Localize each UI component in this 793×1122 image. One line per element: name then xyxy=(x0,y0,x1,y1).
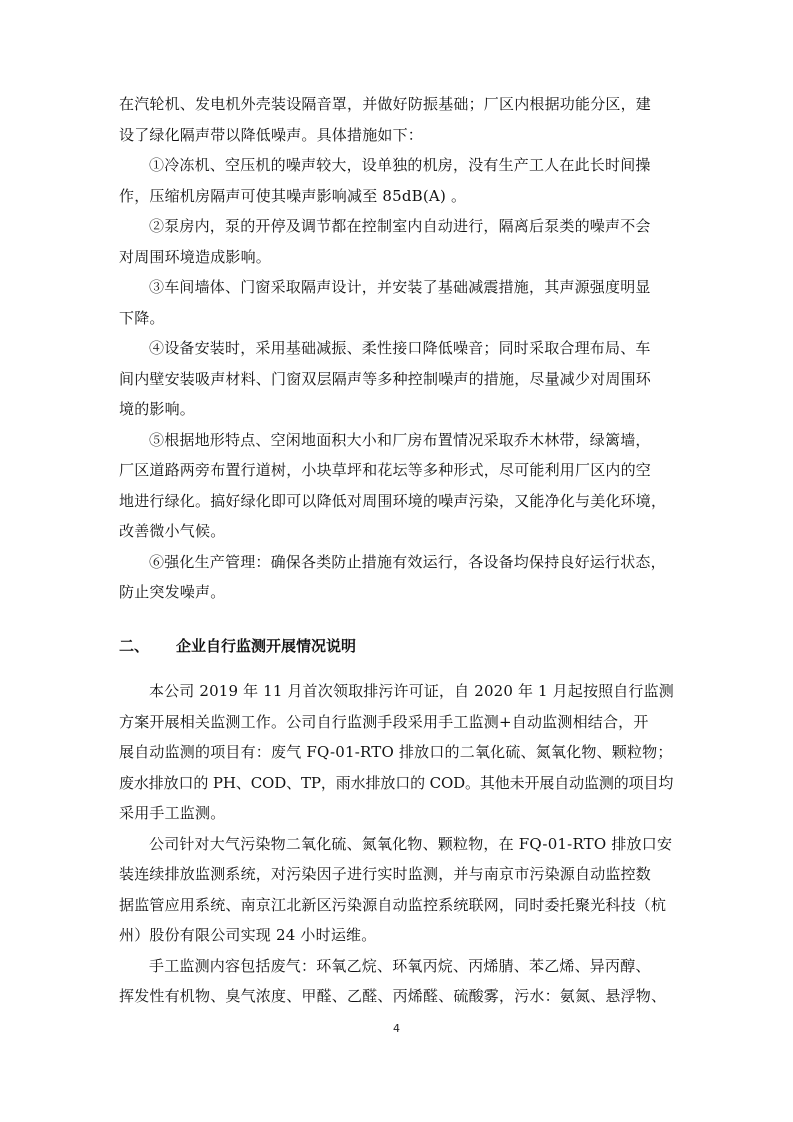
text-line: ①冷冻机、空压机的噪声较大，设单独的机房，没有生产工人在此长时间操 xyxy=(149,156,651,174)
text-line: 下降。 xyxy=(119,308,165,327)
text-line: ④设备安装时，采用基础减振、柔性接口降低噪音；同时采取合理布局、车 xyxy=(149,339,651,357)
text-line: ②泵房内，泵的开停及调节都在控制室内自动进行，隔离后泵类的噪声不会 xyxy=(149,217,651,235)
text-line: ⑥强化生产管理：确保各类防止措施有效运行，各设备均保持良好运行状态， xyxy=(149,552,666,571)
page-number: 4 xyxy=(393,1022,400,1035)
text-line: 据监管应用系统、南京江北新区污染源自动监控系统联网，同时委托聚光科技（杭 xyxy=(119,895,667,914)
text-line: 防止突发噪声。 xyxy=(119,583,226,601)
text-line: 本公司 2019 年 11 月首次领取排污许可证，自 2020 年 1 月起按照自行监测 xyxy=(149,682,674,700)
text-line: 地进行绿化。搞好绿化即可以降低对周围环境的噪声污染，又能净化与美化环境， xyxy=(119,491,667,510)
section-number: 二、 xyxy=(119,637,150,655)
text-line: 作，压缩机房隔声可使其噪声影响减至 85dB(A) 。 xyxy=(119,186,467,205)
text-line: 设了绿化隔声带以降低噪声。具体措施如下： xyxy=(119,125,424,144)
text-line: 挥发性有机物、臭气浓度、甲醛、乙醛、丙烯醛、硫酸雾，污水：氨氮、悬浮物、 xyxy=(119,987,667,1005)
text-line: 废水排放口的 PH、COD、TP，雨水排放口的 COD。其他未开展自动监测的项目均 xyxy=(119,773,674,792)
text-line: 手工监测内容包括废气：环氧乙烷、环氧丙烷、丙烯腈、苯乙烯、异丙醇、 xyxy=(149,956,651,975)
text-line: 采用手工监测。 xyxy=(119,804,226,822)
text-line: 厂区道路两旁布置行道树，小块草坪和花坛等多种形式，尽可能利用厂区内的空 xyxy=(119,461,652,479)
text-line: 对周围环境造成影响。 xyxy=(119,247,272,266)
text-line: 方案开展相关监测工作。公司自行监测手段采用手工监测+自动监测相结合，开 xyxy=(119,712,649,731)
text-line: ③车间墙体、门窗采取隔声设计，并安装了基础减震措施，其声源强度明显 xyxy=(149,278,651,296)
text-line: 间内壁安装吸声材料、门窗双层隔声等多种控制噪声的措施，尽量减少对周围环 xyxy=(119,369,652,388)
text-line: 在汽轮机、发电机外壳装设隔音罩，并做好防振基础；厂区内根据功能分区，建 xyxy=(119,95,652,113)
text-line: 州）股份有限公司实现 24 小时运维。 xyxy=(119,926,377,944)
text-line: 境的影响。 xyxy=(119,400,196,418)
section-heading xyxy=(119,634,356,658)
text-line: ⑤根据地形特点、空闲地面积大小和厂房布置情况采取乔木林带，绿篱墙， xyxy=(149,430,651,449)
text-line: 装连续排放监测系统，对污染因子进行实时监测，并与南京市污染源自动监控数 xyxy=(119,865,652,883)
text-line: 展自动监测的项目有：废气 FQ-01-RTO 排放口的二氧化硫、氮氧化物、颗粒物； xyxy=(119,743,673,761)
text-line: 改善微小气候。 xyxy=(119,522,226,540)
section-title: 企业自行监测开展情况说明 xyxy=(176,637,357,655)
text-line: 公司针对大气污染物二氧化硫、氮氧化物、颗粒物，在 FQ-01-RTO 排放口安 xyxy=(149,834,673,853)
